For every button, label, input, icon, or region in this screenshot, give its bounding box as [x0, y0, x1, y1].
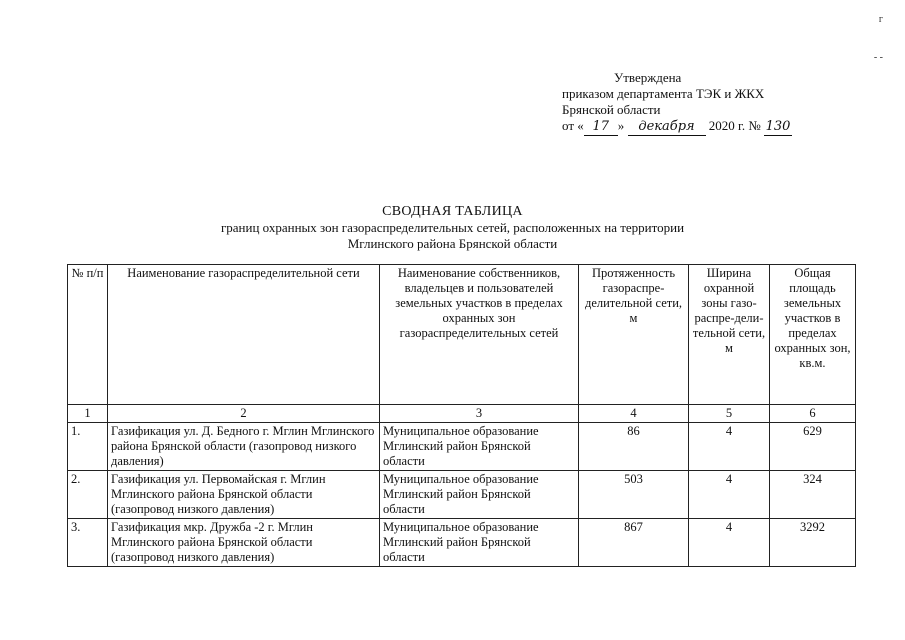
- zone-width: 4: [689, 423, 770, 471]
- row-number: 1.: [68, 423, 108, 471]
- number-label: №: [748, 118, 761, 133]
- table-heading: [0, 204, 905, 252]
- column-number: 1: [68, 405, 108, 423]
- header-area: Общая площадь земельных участков в пределах охранных зон, кв.м.: [770, 265, 856, 405]
- owner-name: Муниципальное образование Мглинский район Брянской области: [380, 519, 579, 567]
- approval-title: Утверждена: [614, 70, 682, 85]
- network-name: Газификация ул. Д. Бедного г. Мглин Мглинского района Брянской области (газопровод низкого давления): [108, 423, 380, 471]
- column-number-row: [68, 405, 856, 423]
- zone-area: 3292: [770, 519, 856, 567]
- row-number: 2.: [68, 471, 108, 519]
- table-row: [68, 423, 856, 471]
- date-year: 2020 г.: [708, 118, 746, 133]
- handwritten-number: 130: [765, 119, 791, 134]
- zone-area: 324: [770, 471, 856, 519]
- network-length: 86: [579, 423, 689, 471]
- column-number: 5: [689, 405, 770, 423]
- header-num: № п/п: [68, 265, 108, 405]
- header-owners: Наименование собственников, владельцев и пользователей земельных участков в пределах охранных зон газораспределительных сетей: [380, 265, 579, 405]
- date-prefix: от «: [562, 118, 584, 133]
- zone-area: 629: [770, 423, 856, 471]
- header-row: [68, 265, 856, 405]
- header-length: Протяженность газораспре-делительной сети, м: [579, 265, 689, 405]
- column-number: 6: [770, 405, 856, 423]
- owner-name: Муниципальное образование Мглинский район Брянской области: [380, 471, 579, 519]
- table-row: [68, 519, 856, 567]
- approval-date-line: [562, 118, 792, 136]
- corner-mark-bottom: - -: [873, 52, 883, 63]
- row-number: 3.: [68, 519, 108, 567]
- corner-mark-top: г: [878, 14, 883, 25]
- approval-line-2: Брянской области: [562, 102, 661, 117]
- handwritten-month: декабря: [628, 119, 706, 136]
- table-row: [68, 471, 856, 519]
- summary-table: [67, 264, 856, 567]
- network-name: Газификация мкр. Дружба -2 г. Мглин Мглинского района Брянской области (газопровод низкого давления): [108, 519, 380, 567]
- network-length: 867: [579, 519, 689, 567]
- heading-line-2: Мглинского района Брянской области: [347, 236, 558, 251]
- heading-line-1: границ охранных зон газораспределительных сетей, расположенных на территории: [220, 220, 685, 235]
- header-network-name: Наименование газораспределительной сети: [108, 265, 380, 405]
- column-number: 3: [380, 405, 579, 423]
- column-number: 4: [579, 405, 689, 423]
- header-zone-width: Ширина охранной зоны газо-распре-дели-тельной сети, м: [689, 265, 770, 405]
- approval-line-1: приказом департамента ТЭК и ЖКХ: [562, 86, 765, 101]
- date-mid: »: [617, 118, 625, 133]
- heading-title: СВОДНАЯ ТАБЛИЦА: [382, 204, 523, 219]
- network-length: 503: [579, 471, 689, 519]
- owner-name: Муниципальное образование Мглинский район Брянской области: [380, 423, 579, 471]
- approval-block: [562, 70, 792, 136]
- zone-width: 4: [689, 471, 770, 519]
- zone-width: 4: [689, 519, 770, 567]
- column-number: 2: [108, 405, 380, 423]
- network-name: Газификация ул. Первомайская г. Мглин Мглинского района Брянской области (газопровод низкого давления): [108, 471, 380, 519]
- handwritten-day: 17: [584, 119, 618, 136]
